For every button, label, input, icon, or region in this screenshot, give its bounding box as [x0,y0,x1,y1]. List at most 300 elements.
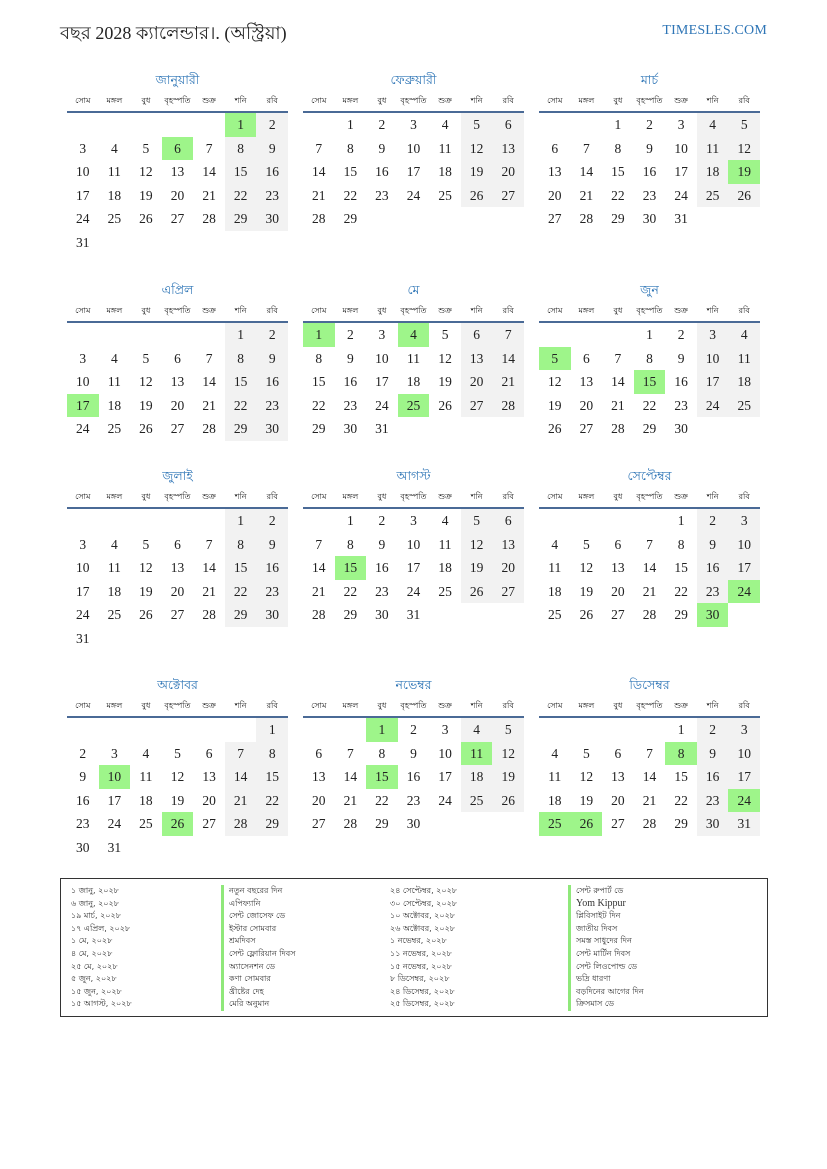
day-cell: 7 [646,745,653,761]
weekday-label: সোম [75,491,91,501]
legend-holiday-name: সেন্ট জোসেফ ডে [221,910,296,923]
day-cell: 21 [642,583,657,599]
day-cell: 1 [346,117,354,132]
empty-cell [130,718,162,742]
day-cell: 27 [202,816,216,831]
empty-cell [67,509,99,533]
day-cell: 8 [614,140,622,156]
empty-cell [67,113,99,137]
weekday-label: বৃহস্পতি [636,95,663,105]
day-cell: 28 [202,211,216,226]
holiday-day-cell: 1 [303,323,335,347]
day-grid [67,509,288,650]
day-cell: 10 [406,140,421,156]
month-4 [67,279,288,441]
day-cell: 12 [170,769,185,784]
day-cell: 28 [579,211,594,226]
legend-holiday-date: ৬ জানু, ২০২৮ [71,898,119,908]
day-cell: 7 [205,350,213,366]
day-grid [303,323,524,441]
day-cell: 8 [225,533,257,557]
day-cell: 28 [492,394,524,418]
empty-cell [571,113,603,137]
legend-holiday-name: সমস্ত সাধুদের দিন [568,935,644,948]
day-cell: 23 [674,397,688,413]
day-cell: 6 [492,113,524,137]
weekday-header [303,696,524,718]
day-cell: 16 [406,769,421,784]
weekday-label: শনি [706,700,719,710]
day-cell: 29 [343,211,358,226]
day-cell: 16 [256,556,288,580]
month-title: ফেব্রুয়ারী [390,72,437,87]
weekday-label: শুক্র [438,305,452,315]
day-cell: 26 [139,421,153,436]
day-cell: 10 [406,536,421,552]
day-cell: 8 [225,137,257,161]
legend-holiday-date: ১ জানু, ২০২৮ [71,886,119,895]
day-cell: 5 [582,745,590,761]
weekday-header [303,301,524,323]
empty-cell [130,113,162,137]
legend-holiday-date: ১১ নভেম্বর, ২০২৮ [390,948,452,958]
weekday-label: বুধ [613,305,623,315]
day-cell: 18 [548,583,562,599]
weekday-label: মঙ্গল [342,700,359,710]
weekday-label: শুক্র [674,491,688,501]
day-cell: 13 [170,164,185,179]
empty-cell [539,113,571,137]
day-cell: 5 [728,113,760,137]
weekday-label: শনি [706,491,719,501]
weekday-label: মঙ্গল [106,95,123,105]
day-cell: 31 [674,211,688,226]
day-cell: 18 [406,374,421,389]
legend-holiday-date: ৩০ সেপ্টেম্বর, ২০২৮ [390,898,457,908]
weekday-label: সোম [311,95,327,105]
day-cell: 7 [346,745,354,761]
day-cell: 6 [174,350,181,366]
weekday-label: রবি [502,305,514,315]
day-cell: 10 [728,742,760,766]
day-cell: 12 [461,137,493,161]
weekday-label: বৃহস্পতি [164,95,191,105]
day-cell: 29 [225,417,257,441]
day-cell: 5 [174,745,181,761]
weekday-label: বৃহস্পতি [164,305,191,315]
day-cell: 16 [76,792,90,808]
day-cell: 26 [579,607,594,622]
day-cell: 1 [614,117,622,132]
day-cell: 17 [107,792,122,808]
weekday-label: রবি [738,95,750,105]
weekday-label: রবি [266,700,278,710]
legend-dates-right [390,885,457,1011]
weekday-label: শুক্র [674,700,688,710]
day-cell: 30 [642,211,657,226]
day-cell: 6 [551,140,559,156]
day-cell: 21 [611,397,625,413]
legend-holiday-date: ১৫ আগস্ট, ২০২৮ [71,999,132,1009]
day-cell: 9 [378,536,386,552]
weekday-label: শনি [234,700,247,710]
day-cell: 24 [406,187,421,203]
empty-cell [162,509,194,533]
day-cell: 20 [548,187,562,203]
day-cell: 3 [79,536,87,552]
day-cell: 24 [76,607,90,622]
empty-cell [571,509,603,533]
day-cell: 9 [346,350,354,366]
month-title: নভেম্বর [395,677,432,692]
legend-names-left [221,885,296,1011]
weekday-label: শুক্র [438,95,452,105]
day-cell: 21 [312,583,326,599]
day-cell: 25 [728,394,760,418]
day-cell: 13 [202,769,216,784]
holiday-legend [60,878,768,1017]
month-1 [67,69,288,254]
holiday-day-cell: 6 [162,137,194,161]
day-cell: 28 [202,421,216,436]
day-cell: 25 [461,789,493,813]
day-cell: 27 [170,421,185,436]
weekday-label: মঙ্গল [342,305,359,315]
day-cell: 1 [677,722,685,737]
legend-holiday-date: ২৪ ডিসেম্বর, ২০২৮ [390,986,455,996]
empty-cell [67,718,99,742]
legend-holiday-date: ২৫ ডিসেম্বর, ২০২৮ [390,999,455,1009]
day-cell: 18 [697,160,729,184]
weekday-label: মঙ্গল [106,305,123,315]
weekday-label: বৃহস্পতি [636,305,663,315]
weekday-header [539,696,760,718]
weekday-label: সোম [547,700,563,710]
day-cell: 8 [346,536,354,552]
legend-holiday-date: ১০ অক্টোবর, ২০২৮ [390,911,455,921]
weekday-header [67,487,288,509]
empty-cell [303,113,335,137]
month-12 [539,674,760,836]
weekday-label: শনি [470,491,483,501]
weekday-label: বৃহস্পতি [636,700,663,710]
day-cell: 10 [438,745,452,761]
holiday-day-cell: 24 [728,789,760,813]
day-cell: 22 [225,394,257,418]
day-cell: 16 [674,374,688,389]
day-cell: 18 [461,765,493,789]
day-grid [67,718,288,859]
weekday-label: রবি [502,700,514,710]
day-cell: 12 [461,533,493,557]
weekday-label: শুক্র [202,95,216,105]
day-cell: 24 [438,792,452,808]
day-cell: 20 [579,397,594,413]
weekday-label: সোম [311,491,327,501]
day-cell: 26 [139,607,153,622]
day-cell: 7 [582,140,590,156]
empty-cell [162,323,194,347]
weekday-label: রবি [738,305,750,315]
day-cell: 28 [312,211,326,226]
weekday-label: বুধ [377,700,387,710]
day-cell: 24 [697,394,729,418]
day-cell: 15 [225,556,257,580]
empty-cell [225,718,257,742]
day-cell: 29 [611,211,625,226]
legend-dates-left [71,885,132,1011]
day-cell: 28 [202,607,216,622]
day-cell: 15 [674,560,688,575]
day-cell: 17 [76,583,90,599]
legend-holiday-date: ৪ মে, ২০২৮ [71,948,113,958]
day-cell: 6 [614,536,622,552]
day-cell: 18 [438,560,452,575]
day-cell: 12 [728,137,760,161]
empty-cell [99,509,131,533]
day-cell: 9 [256,533,288,557]
legend-holiday-name: শ্রমদিবস [221,935,296,948]
weekday-label: রবি [266,491,278,501]
day-cell: 23 [375,187,389,203]
weekday-label: শুক্র [202,491,216,501]
day-cell: 31 [107,839,122,855]
legend-holiday-date: ২৪ সেপ্টেম্বর, ২০২৮ [390,886,457,895]
day-grid [303,509,524,627]
day-cell: 13 [461,347,493,371]
empty-cell [303,718,335,742]
legend-holiday-name: ভদ্রি ধারণা [568,973,644,986]
legend-holiday-date: ১৫ নভেম্বর, ২০২৮ [390,961,452,971]
day-cell: 27 [611,607,625,622]
day-cell: 15 [225,160,257,184]
empty-cell [99,113,131,137]
day-cell: 5 [142,350,150,366]
day-cell: 24 [76,211,90,226]
day-cell: 28 [611,421,625,436]
day-cell: 8 [378,745,386,761]
day-cell: 2 [79,745,87,761]
day-cell: 13 [492,533,524,557]
empty-cell [539,509,571,533]
day-cell: 12 [139,374,153,389]
day-grid [303,718,524,836]
day-cell: 1 [256,718,288,742]
day-cell: 14 [642,769,657,784]
day-cell: 3 [697,323,729,347]
day-cell: 10 [697,347,729,371]
day-cell: 25 [438,187,452,203]
day-cell: 21 [225,789,257,813]
day-cell: 6 [315,745,323,761]
legend-holiday-date: ২৫ মে, ২০২৮ [71,961,118,971]
day-cell: 12 [492,742,524,766]
day-cell: 3 [110,745,118,761]
day-cell: 20 [312,792,326,808]
day-cell: 13 [579,374,594,389]
day-cell: 3 [677,117,685,132]
empty-cell [602,323,634,347]
day-cell: 26 [492,789,524,813]
weekday-label: সোম [547,491,563,501]
empty-cell [335,718,367,742]
day-cell: 1 [646,327,653,342]
weekday-label: বুধ [613,95,623,105]
day-cell: 17 [438,769,452,784]
day-cell: 25 [107,211,122,226]
day-cell: 19 [492,765,524,789]
weekday-label: শুক্র [438,491,452,501]
weekday-label: বুধ [141,491,151,501]
day-cell: 25 [697,184,729,208]
day-cell: 19 [170,792,185,808]
day-cell: 19 [548,397,562,413]
weekday-label: শনি [470,305,483,315]
holiday-day-cell: 11 [461,742,493,766]
weekday-label: বুধ [141,95,151,105]
weekday-label: মঙ্গল [578,95,595,105]
day-cell: 5 [582,536,590,552]
day-cell: 12 [139,560,153,575]
day-cell: 27 [492,184,524,208]
day-cell: 2 [697,509,729,533]
day-cell: 1 [225,509,257,533]
weekday-label: মঙ্গল [342,491,359,501]
day-cell: 11 [548,769,562,784]
day-cell: 30 [256,207,288,231]
day-cell: 21 [202,583,216,599]
weekday-label: সোম [547,305,563,315]
day-cell: 9 [697,533,729,557]
day-cell: 26 [139,211,153,226]
day-cell: 18 [728,370,760,394]
day-cell: 7 [315,536,323,552]
day-cell: 23 [256,580,288,604]
day-cell: 20 [492,556,524,580]
day-cell: 2 [256,113,288,137]
day-grid [539,323,760,441]
page-title: বছর 2028 ক্যালেন্ডার।. (অস্ট্রিয়া) [60,23,287,43]
month-title: জুন [640,282,659,297]
day-cell: 9 [256,137,288,161]
day-cell: 29 [674,607,688,622]
month-5 [303,279,524,441]
weekday-header [67,301,288,323]
day-cell: 9 [256,347,288,371]
day-cell: 19 [579,792,594,808]
day-cell: 4 [110,140,118,156]
day-cell: 30 [674,421,688,436]
day-cell: 4 [728,323,760,347]
day-cell: 21 [202,187,216,203]
legend-holiday-name: খ্রীষ্টের দেহ [221,986,296,999]
day-cell: 1 [677,513,685,528]
month-10 [67,674,288,859]
day-cell: 22 [343,583,358,599]
empty-cell [634,509,666,533]
legend-holiday-date: ১ নভেম্বর, ২০২৮ [390,936,447,946]
month-8 [303,465,524,627]
weekday-label: মঙ্গল [106,491,123,501]
day-cell: 19 [139,187,153,203]
day-cell: 5 [492,718,524,742]
day-cell: 23 [697,580,729,604]
day-cell: 22 [642,397,657,413]
weekday-label: মঙ্গল [342,95,359,105]
day-cell: 31 [406,607,421,622]
weekday-label: শুক্র [202,700,216,710]
day-cell: 14 [492,347,524,371]
weekday-label: বৃহস্পতি [400,95,427,105]
legend-holiday-date: ৮ ডিসেম্বর, ২০২৮ [390,974,450,984]
empty-cell [602,718,634,742]
legend-holiday-date: ৫ জুন, ২০২৮ [71,974,117,984]
month-3 [539,69,760,231]
empty-cell [99,718,131,742]
day-cell: 5 [461,113,493,137]
weekday-label: সোম [311,700,327,710]
empty-cell [193,323,225,347]
day-cell: 7 [225,742,257,766]
day-cell: 14 [343,769,358,784]
weekday-label: সোম [311,305,327,315]
day-cell: 8 [256,742,288,766]
weekday-label: বৃহস্পতি [636,491,663,501]
empty-cell [193,113,225,137]
legend-holiday-name: সেন্ট লিওপোল্ড ডে [568,961,644,974]
day-cell: 3 [79,350,87,366]
weekday-label: রবি [266,95,278,105]
day-cell: 2 [677,327,685,342]
day-cell: 13 [170,374,185,389]
legend-holiday-name: ক্রিসমাস ডে [568,998,644,1011]
day-cell: 11 [548,560,562,575]
empty-cell [539,718,571,742]
day-cell: 7 [205,536,213,552]
site-link[interactable]: TIMESLES.COM [662,23,767,38]
holiday-day-cell: 25 [539,812,571,836]
weekday-header [539,91,760,113]
day-cell: 5 [142,140,150,156]
legend-holiday-name: Yom Kippur [568,898,644,911]
weekday-label: বুধ [141,700,151,710]
day-cell: 19 [139,397,153,413]
legend-holiday-name: বড়দিনের আগের দিন [568,986,644,999]
holiday-day-cell: 5 [539,347,571,371]
empty-cell [162,113,194,137]
day-cell: 17 [76,187,90,203]
day-cell: 11 [438,536,452,552]
day-cell: 25 [107,607,122,622]
weekday-header [67,696,288,718]
day-cell: 26 [438,397,452,413]
day-cell: 30 [343,421,358,436]
day-cell: 28 [225,812,257,836]
day-cell: 10 [674,140,688,156]
day-cell: 9 [646,140,653,156]
day-cell: 3 [410,513,417,528]
day-cell: 27 [461,394,493,418]
day-cell: 12 [139,164,153,179]
legend-holiday-name: জাতীয় দিবস [568,923,644,936]
day-cell: 22 [312,397,326,413]
holiday-day-cell: 26 [162,812,194,836]
day-cell: 11 [728,347,760,371]
day-cell: 22 [375,792,389,808]
day-cell: 20 [170,187,185,203]
day-cell: 4 [461,718,493,742]
day-cell: 6 [461,323,493,347]
